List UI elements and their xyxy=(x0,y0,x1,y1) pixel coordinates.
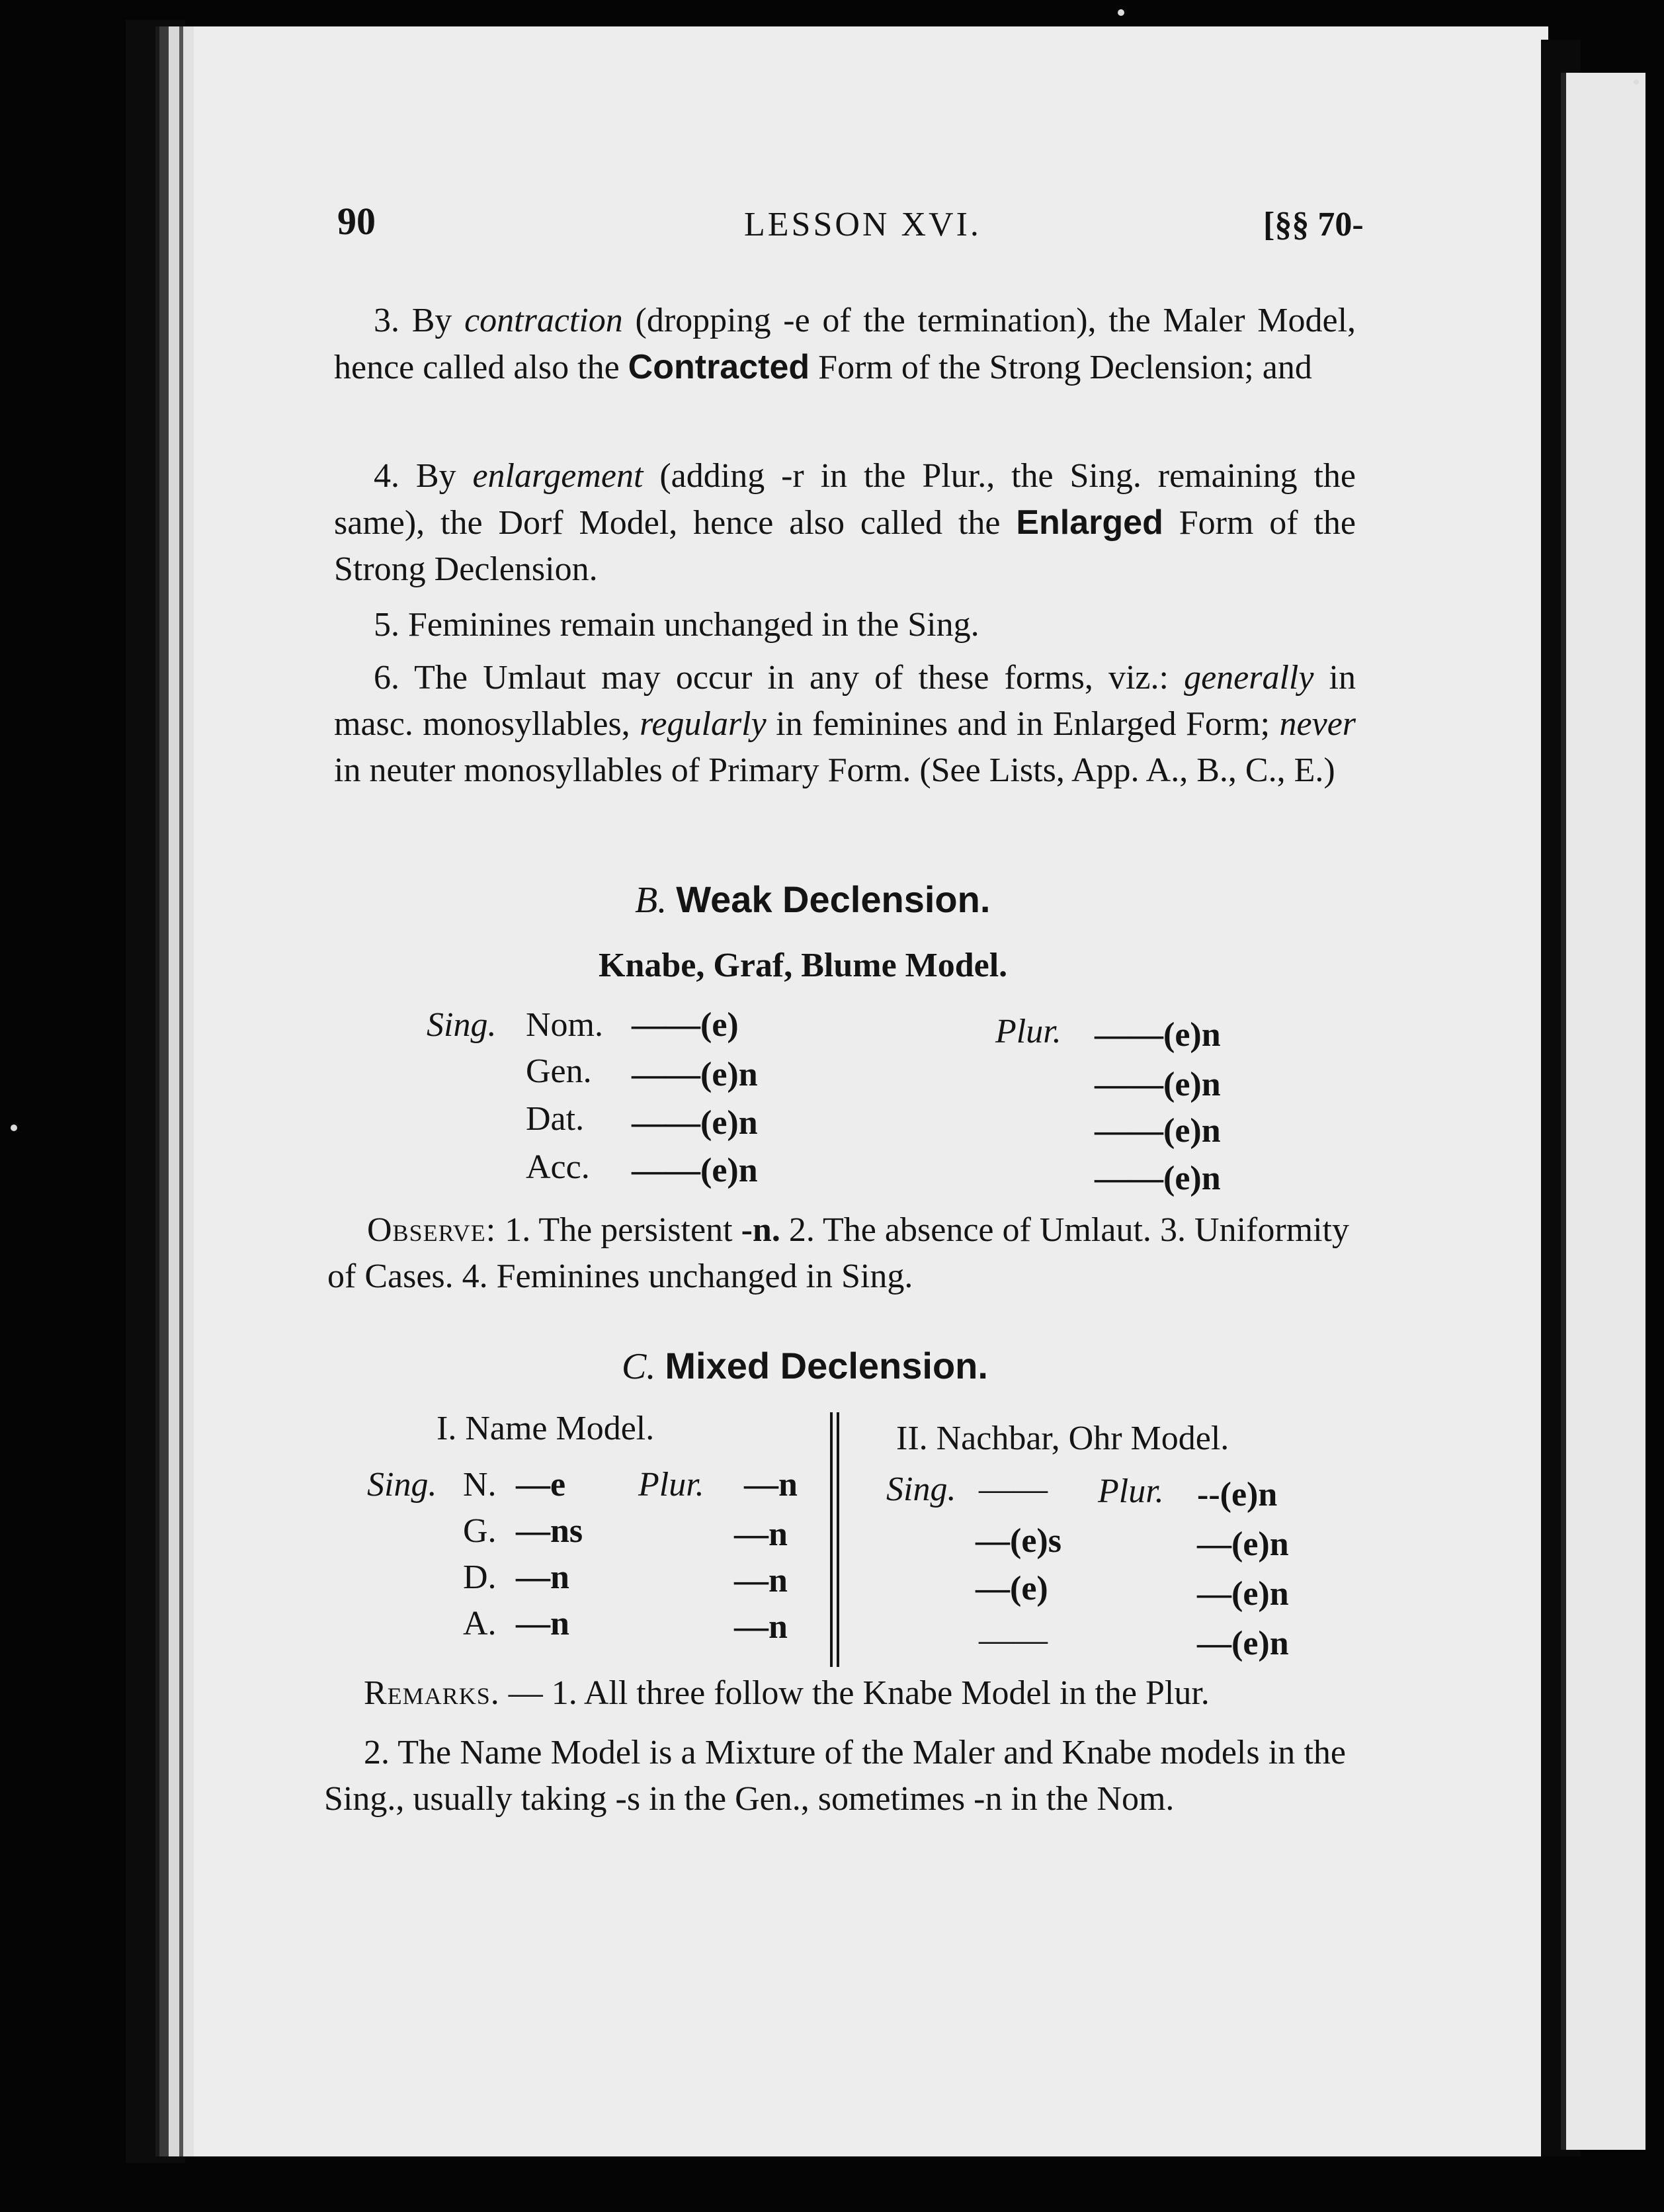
mixed-left-plur: —n xyxy=(734,1562,788,1599)
table-divider xyxy=(837,1412,839,1667)
mixed-right-plur: --(e)n xyxy=(1197,1476,1278,1513)
weak-plur-ending: ——(e)n xyxy=(1095,1112,1221,1150)
table-divider xyxy=(830,1412,833,1667)
mixed-case: N. xyxy=(463,1466,497,1504)
term-contraction: contraction xyxy=(464,302,623,339)
list-item-4: 4. By enlargement (adding -r in the Plur., the Sing. remaining the same), the Dorf Model, hence also called the Enlarged Form of the Strong Declension. xyxy=(334,457,1356,588)
remarks-1: Remarks. — 1. All three follow the Knabe Model in the Plur. xyxy=(364,1674,1210,1712)
list-item-3: 3. By contraction (dropping -e of the termination), the Maler Model, hence called also the Contracted Form of the Strong Declension; and xyxy=(334,302,1356,386)
weak-sing-label: Sing. xyxy=(427,1006,497,1044)
list-item-6: 6. The Umlaut may occur in any of these forms, viz.: generally in masc. monosyllables, regularly in feminines and in Enlarged Form; never in neuter monosyllables of Primary Form. (See Lists, App. A., B., C., E.) xyxy=(334,659,1356,789)
mixed-left-plur: —n xyxy=(734,1515,788,1553)
weak-plur-label: Plur. xyxy=(995,1013,1061,1050)
mixed-sing-label: Sing. xyxy=(367,1466,437,1504)
page-number: 90 xyxy=(337,200,376,243)
weak-sing-ending: ——(e)n xyxy=(632,1056,758,1093)
mixed-left-sing: —e xyxy=(516,1466,566,1504)
mixed-right-plur: —(e)n xyxy=(1197,1575,1289,1613)
weak-plur-ending: ——(e)n xyxy=(1095,1066,1221,1103)
mixed-case: D. xyxy=(463,1558,497,1596)
term-enlargement: enlargement xyxy=(472,457,644,495)
mixed-left-plur: —n xyxy=(744,1466,798,1504)
weak-case: Dat. xyxy=(526,1100,585,1138)
weak-sing-ending: ——(e)n xyxy=(632,1104,758,1142)
weak-declension-heading: B. Weak Declension. xyxy=(635,878,991,921)
mixed-right-sing-label: Sing. xyxy=(886,1470,956,1508)
weak-model-label: Knabe, Graf, Blume Model. xyxy=(599,947,1008,984)
mixed-case: G. xyxy=(463,1512,497,1550)
remarks-2: 2. The Name Model is a Mixture of the Maler and Knabe models in the Sing., usually taking -s in the Gen., sometimes -n in the Nom. xyxy=(324,1734,1346,1818)
weak-case: Acc. xyxy=(526,1148,590,1186)
weak-sing-ending: ——(e)n xyxy=(632,1152,758,1189)
mixed-right-plur: —(e)n xyxy=(1197,1525,1289,1563)
mixed-left-plur: —n xyxy=(734,1608,788,1646)
mixed-right-sing: —— xyxy=(979,1470,1048,1508)
weak-plur-ending: ——(e)n xyxy=(1095,1160,1221,1197)
mixed-right-sing: —(e)s xyxy=(976,1522,1061,1560)
mixed-right-sing: —— xyxy=(979,1621,1048,1659)
mixed-left-sing: —ns xyxy=(516,1512,583,1550)
mixed-left-sing: —n xyxy=(516,1558,569,1596)
mixed-case: A. xyxy=(463,1605,497,1642)
mixed-right-sing: —(e) xyxy=(976,1570,1048,1607)
mixed-declension-heading: C. Mixed Declension. xyxy=(622,1345,988,1387)
weak-case: Gen. xyxy=(526,1052,592,1090)
weak-case: Nom. xyxy=(526,1006,603,1044)
section-reference: [§§ 70- xyxy=(1263,206,1364,243)
running-title: LESSON XVI. xyxy=(744,206,981,243)
mixed-right-plur: —(e)n xyxy=(1197,1625,1289,1662)
term-enlarged: Enlarged xyxy=(1016,503,1163,542)
mixed-right-plur-label: Plur. xyxy=(1098,1472,1164,1510)
term-contracted: Contracted xyxy=(628,348,810,386)
mixed-right-model: II. Nachbar, Ohr Model. xyxy=(896,1420,1229,1457)
mixed-left-model: I. Name Model. xyxy=(437,1410,655,1447)
mixed-plur-label: Plur. xyxy=(638,1466,704,1504)
observe-paragraph: Observe: 1. The persistent -n. 2. The absence of Umlaut. 3. Uniformity of Cases. 4. Feminines unchanged in Sing. xyxy=(327,1211,1349,1295)
list-item-5: 5. Feminines remain unchanged in the Sing. xyxy=(374,606,979,644)
weak-sing-ending: ——(e) xyxy=(632,1006,739,1044)
weak-plur-ending: ——(e)n xyxy=(1095,1016,1221,1054)
mixed-left-sing: —n xyxy=(516,1605,569,1642)
